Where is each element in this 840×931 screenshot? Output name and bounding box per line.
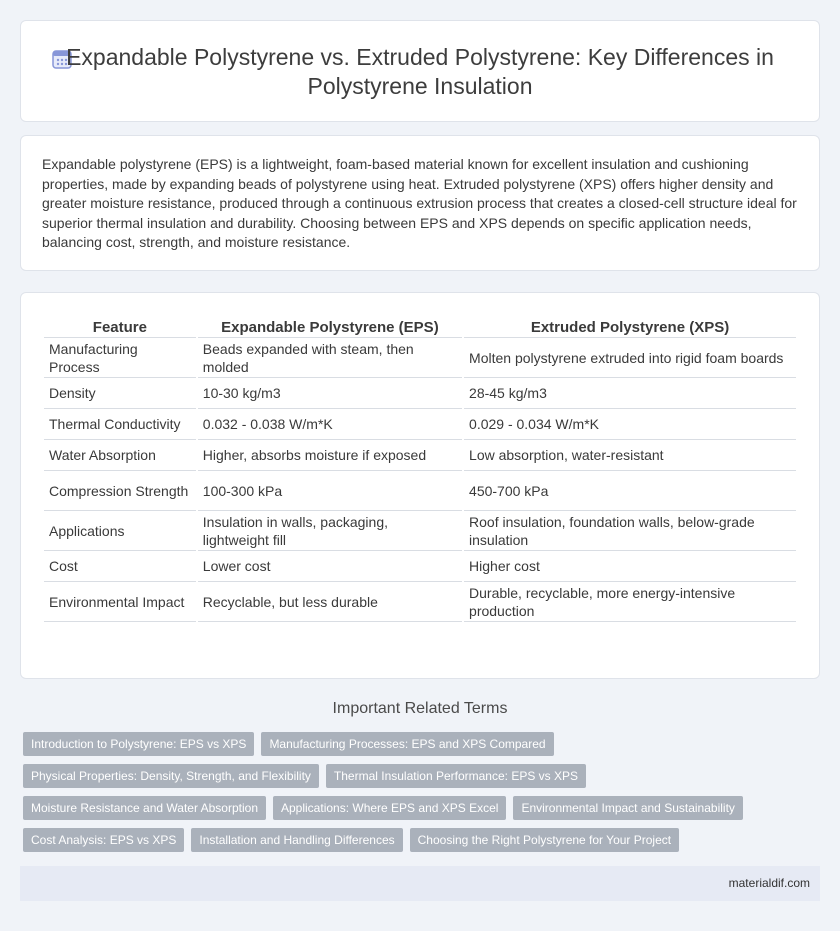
table-cell: Higher, absorbs moisture if exposed [198, 440, 462, 471]
tag-row [23, 732, 783, 756]
title-card [20, 20, 820, 122]
table-cell: Higher cost [464, 551, 796, 582]
table-row [44, 409, 796, 440]
comparison-table-card [20, 292, 820, 679]
footer-site-link[interactable]: materialdif.com [728, 876, 810, 890]
related-term-tag[interactable]: Thermal Insulation Performance: EPS vs XPS [326, 764, 586, 788]
related-terms-list [23, 732, 783, 860]
table-cell: Thermal Conductivity [44, 409, 196, 440]
intro-card [20, 135, 820, 271]
table-row [44, 582, 796, 622]
related-term-tag[interactable]: Installation and Handling Differences [191, 828, 402, 852]
related-term-tag[interactable]: Applications: Where EPS and XPS Excel [273, 796, 506, 820]
table-cell: Roof insulation, foundation walls, below-grade insulation [464, 511, 796, 551]
table-cell: Recyclable, but less durable [198, 582, 462, 622]
header-eps: Expandable Polystyrene (EPS) [198, 314, 462, 338]
table-cell: Cost [44, 551, 196, 582]
tag-row [23, 764, 783, 788]
table-cell: 100-300 kPa [198, 471, 462, 511]
table-cell: 28-45 kg/m3 [464, 378, 796, 409]
table-cell: Durable, recyclable, more energy-intensive production [464, 582, 796, 622]
table-cell: Lower cost [198, 551, 462, 582]
table-cell: Environmental Impact [44, 582, 196, 622]
header-feature: Feature [44, 314, 196, 338]
tag-row [23, 796, 783, 820]
table-cell: Low absorption, water-resistant [464, 440, 796, 471]
intro-paragraph: Expandable polystyrene (EPS) is a lightweight, foam-based material known for excellent insulation and cushioning properties, made by expanding beads of polystyrene using heat. Extruded polystyrene (XPS) offers higher density and greater moisture resistance, produced through a continuous extrusion process that creates a closed-cell structure ideal for superior thermal insulation and durability. Choosing between EPS and XPS depends on specific application needs, balancing cost, strength, and moisture resistance. [42, 156, 797, 251]
page-title: Expandable Polystyrene vs. Extruded Polystyrene: Key Differences in Polystyrene Insulation [66, 44, 774, 99]
table-cell: Applications [44, 511, 196, 551]
table-row [44, 378, 796, 409]
tag-row [23, 828, 783, 852]
table-row [44, 511, 796, 551]
table-cell: 10-30 kg/m3 [198, 378, 462, 409]
table-cell: Compression Strength [44, 471, 196, 511]
table-cell: 0.032 - 0.038 W/m*K [198, 409, 462, 440]
table-cell: 0.029 - 0.034 W/m*K [464, 409, 796, 440]
related-terms-heading: Important Related Terms [332, 700, 508, 717]
related-term-tag[interactable]: Manufacturing Processes: EPS and XPS Compared [261, 732, 553, 756]
related-term-tag[interactable]: Choosing the Right Polystyrene for Your Project [410, 828, 679, 852]
related-term-tag[interactable]: Physical Properties: Density, Strength, and Flexibility [23, 764, 319, 788]
header-xps: Extruded Polystyrene (XPS) [464, 314, 796, 338]
table-row [44, 471, 796, 511]
table-row [44, 551, 796, 582]
related-term-tag[interactable]: Cost Analysis: EPS vs XPS [23, 828, 184, 852]
table-cell: Manufacturing Process [44, 338, 196, 378]
table-cell: Insulation in walls, packaging, lightweight fill [198, 511, 462, 551]
table-header-row [44, 314, 796, 338]
table-row [44, 440, 796, 471]
table-cell: 450-700 kPa [464, 471, 796, 511]
table-cell: Density [44, 378, 196, 409]
footer [20, 866, 820, 901]
table-cell: Water Absorption [44, 440, 196, 471]
related-term-tag[interactable]: Environmental Impact and Sustainability [513, 796, 742, 820]
table-row [44, 338, 796, 378]
comparison-table [42, 314, 798, 622]
table-cell: Beads expanded with steam, then molded [198, 338, 462, 378]
related-term-tag[interactable]: Moisture Resistance and Water Absorption [23, 796, 266, 820]
related-term-tag[interactable]: Introduction to Polystyrene: EPS vs XPS [23, 732, 254, 756]
table-cell: Molten polystyrene extruded into rigid foam boards [464, 338, 796, 378]
